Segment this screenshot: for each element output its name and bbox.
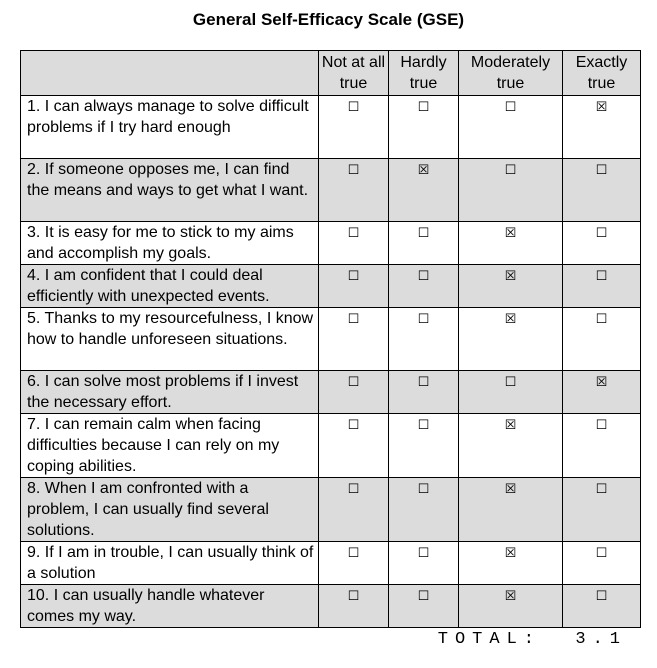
- checkbox-icon[interactable]: ☐: [417, 100, 430, 115]
- response-cell: [389, 478, 459, 542]
- response-cell: [319, 542, 389, 585]
- response-cell: [319, 478, 389, 542]
- response-cell: [563, 308, 641, 371]
- table-row: [21, 371, 641, 414]
- checkbox-icon[interactable]: ☐: [595, 482, 608, 497]
- item-text: 10. I can usually handle whatever comes my way.: [21, 585, 319, 628]
- response-cell: [389, 585, 459, 628]
- checkbox-icon[interactable]: ☐: [595, 589, 608, 604]
- item-text: 4. I am confident that I could deal efficiently with unexpected events.: [21, 265, 319, 308]
- response-cell: [319, 222, 389, 265]
- checkbox-icon[interactable]: ☐: [417, 226, 430, 241]
- header-hardly-true: Hardly true: [389, 51, 459, 96]
- header-moderately-true: Moderately true: [459, 51, 563, 96]
- response-cell: [319, 414, 389, 478]
- response-cell: [319, 96, 389, 159]
- response-cell: [459, 478, 563, 542]
- checkbox-icon[interactable]: ☐: [595, 312, 608, 327]
- response-cell: [563, 371, 641, 414]
- checked-checkbox-icon[interactable]: ☒: [417, 163, 430, 178]
- table-row: [21, 265, 641, 308]
- checked-checkbox-icon[interactable]: ☒: [595, 100, 608, 115]
- checkbox-icon[interactable]: ☐: [504, 163, 517, 178]
- checkbox-icon[interactable]: ☐: [417, 312, 430, 327]
- table-row: [21, 478, 641, 542]
- table-row: [21, 96, 641, 159]
- page-title: General Self-Efficacy Scale (GSE): [192, 10, 465, 29]
- table-row: [21, 585, 641, 628]
- table-row: [21, 542, 641, 585]
- response-cell: [459, 222, 563, 265]
- response-cell: [389, 96, 459, 159]
- checkbox-icon[interactable]: ☐: [347, 163, 360, 178]
- table-row: [21, 414, 641, 478]
- checkbox-icon[interactable]: ☐: [595, 546, 608, 561]
- table-row: [21, 308, 641, 371]
- checkbox-icon[interactable]: ☐: [417, 375, 430, 390]
- checkbox-icon[interactable]: ☐: [595, 163, 608, 178]
- response-cell: [319, 371, 389, 414]
- checkbox-icon[interactable]: ☐: [595, 226, 608, 241]
- response-cell: [563, 478, 641, 542]
- table-row: [21, 222, 641, 265]
- header-exactly-true: Exactly true: [563, 51, 641, 96]
- checkbox-icon[interactable]: ☐: [347, 269, 360, 284]
- total-value: 3.1: [575, 630, 627, 649]
- response-cell: [389, 159, 459, 222]
- checkbox-icon[interactable]: ☐: [595, 269, 608, 284]
- checked-checkbox-icon[interactable]: ☒: [504, 482, 517, 497]
- checked-checkbox-icon[interactable]: ☒: [504, 546, 517, 561]
- checkbox-icon[interactable]: ☐: [417, 589, 430, 604]
- checkbox-icon[interactable]: ☐: [347, 375, 360, 390]
- checkbox-icon[interactable]: ☐: [347, 100, 360, 115]
- response-cell: [389, 371, 459, 414]
- response-cell: [563, 414, 641, 478]
- response-cell: [563, 222, 641, 265]
- checkbox-icon[interactable]: ☐: [347, 312, 360, 327]
- response-cell: [459, 265, 563, 308]
- checkbox-icon[interactable]: ☐: [347, 226, 360, 241]
- header-row: [21, 51, 641, 96]
- checkbox-icon[interactable]: ☐: [595, 418, 608, 433]
- response-cell: [319, 265, 389, 308]
- checkbox-icon[interactable]: ☐: [347, 546, 360, 561]
- response-cell: [459, 308, 563, 371]
- response-cell: [389, 265, 459, 308]
- response-cell: [563, 159, 641, 222]
- checkbox-icon[interactable]: ☐: [417, 482, 430, 497]
- item-text: 9. If I am in trouble, I can usually think of a solution: [21, 542, 319, 585]
- response-cell: [563, 542, 641, 585]
- item-text: 5. Thanks to my resourcefulness, I know how to handle unforeseen situations.: [21, 308, 319, 371]
- item-text: 7. I can remain calm when facing difficulties because I can rely on my coping abilities.: [21, 414, 319, 478]
- checked-checkbox-icon[interactable]: ☒: [504, 418, 517, 433]
- item-text: 3. It is easy for me to stick to my aims and accomplish my goals.: [21, 222, 319, 265]
- response-cell: [319, 585, 389, 628]
- checked-checkbox-icon[interactable]: ☒: [595, 375, 608, 390]
- total-score: [438, 630, 627, 650]
- response-cell: [389, 308, 459, 371]
- item-text: 6. I can solve most problems if I invest the necessary effort.: [21, 371, 319, 414]
- response-cell: [563, 96, 641, 159]
- response-cell: [319, 308, 389, 371]
- checkbox-icon[interactable]: ☐: [417, 269, 430, 284]
- checkbox-icon[interactable]: ☐: [504, 375, 517, 390]
- checked-checkbox-icon[interactable]: ☒: [504, 589, 517, 604]
- response-cell: [389, 414, 459, 478]
- checkbox-icon[interactable]: ☐: [417, 546, 430, 561]
- checkbox-icon[interactable]: ☐: [347, 482, 360, 497]
- checked-checkbox-icon[interactable]: ☒: [504, 269, 517, 284]
- response-cell: [459, 159, 563, 222]
- response-cell: [459, 414, 563, 478]
- response-cell: [389, 542, 459, 585]
- checked-checkbox-icon[interactable]: ☒: [504, 226, 517, 241]
- checkbox-icon[interactable]: ☐: [347, 418, 360, 433]
- response-cell: [389, 222, 459, 265]
- response-cell: [459, 542, 563, 585]
- checkbox-icon[interactable]: ☐: [417, 418, 430, 433]
- total-label: TOTAL:: [437, 630, 541, 649]
- response-cell: [319, 159, 389, 222]
- item-text: 1. I can always manage to solve difficult problems if I try hard enough: [21, 96, 319, 159]
- item-text: 2. If someone opposes me, I can find the means and ways to get what I want.: [21, 159, 319, 222]
- checkbox-icon[interactable]: ☐: [347, 589, 360, 604]
- checked-checkbox-icon[interactable]: ☒: [504, 312, 517, 327]
- response-cell: [459, 96, 563, 159]
- response-cell: [459, 585, 563, 628]
- table-row: [21, 159, 641, 222]
- response-cell: [563, 585, 641, 628]
- gse-table: [20, 50, 641, 628]
- response-cell: [459, 371, 563, 414]
- item-text: 8. When I am confronted with a problem, I can usually find several solutions.: [21, 478, 319, 542]
- checkbox-icon[interactable]: ☐: [504, 100, 517, 115]
- header-not-at-all-true: Not at all true: [319, 51, 389, 96]
- response-cell: [563, 265, 641, 308]
- header-item-column: [21, 51, 319, 96]
